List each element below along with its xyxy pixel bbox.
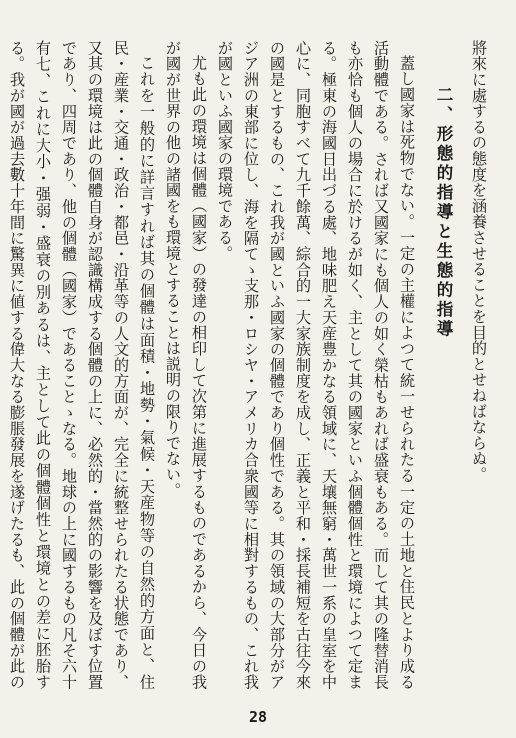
- paragraph-state-as-living-body: 蓋し國家は死物でない。一定の主權によつて統一せられたる一定の土地と住民とより成る活動體である。されば又國家にも個人の如く榮枯もあれば盛衰もある。而して其の隆替消長も亦恰も個人の場合に於けるが如く、主として其の國家といふ個體個性と環境によつて定まる。極東の海國日出づる處、地味肥え天産豊かなる領域に、天壤無窮・萬世一系の皇室を中心に、同胞すべて九千餘萬、綜合的一大家族制度を成し、正義と平和・採長補短を古往今來の國是とするもの、これ我が國といふ國家の個體であり個性である。其の領域の大部分がアジア洲の東部に位し、海を隔てゝ支那・ロシヤ・アメリカ合衆國等に相對するもの、これ我が國といふ國家の環境である。: [216, 40, 416, 690]
- paragraph-intro-continuation: 將來に處するの態度を涵養させることを目的とせねばならぬ。: [470, 40, 488, 483]
- vertical-text-body: [8, 40, 492, 690]
- paragraph-detailed-explanation: これを一般的に詳言すれば其の個體は面積・地勢・氣候・天産物等の自然的方面と、住民・産業・交通・政治・都邑・沿革等の人文的方面が、完全に統整せられたる状態であり、又其の環境は此の個體自身が認識構成する個體の上に、必然的・當然的の影響を及ぼす位置であり、四周であり、他の個體（國家）であることゝなる。地球の上に國するもの凡そ六十有七、これに大小・强弱・盛衰の別あるは、主として此の個體個性と環境との差に胚胎する。我が國が過去數十年間に驚異に値する偉大なる膨脹發展を遂げたるも、此の個體が此の: [8, 40, 156, 690]
- paragraph-environment-note: 尤も此の環境は個體（國家）の發達の相印して次第に進展するものであるから、今日の我が國が世界の他の諸國をも環境とすることは説明の限りでない。: [164, 40, 208, 690]
- page-number: 28: [248, 708, 268, 726]
- section-heading: 二、形態的指導と生態的指導: [434, 86, 453, 340]
